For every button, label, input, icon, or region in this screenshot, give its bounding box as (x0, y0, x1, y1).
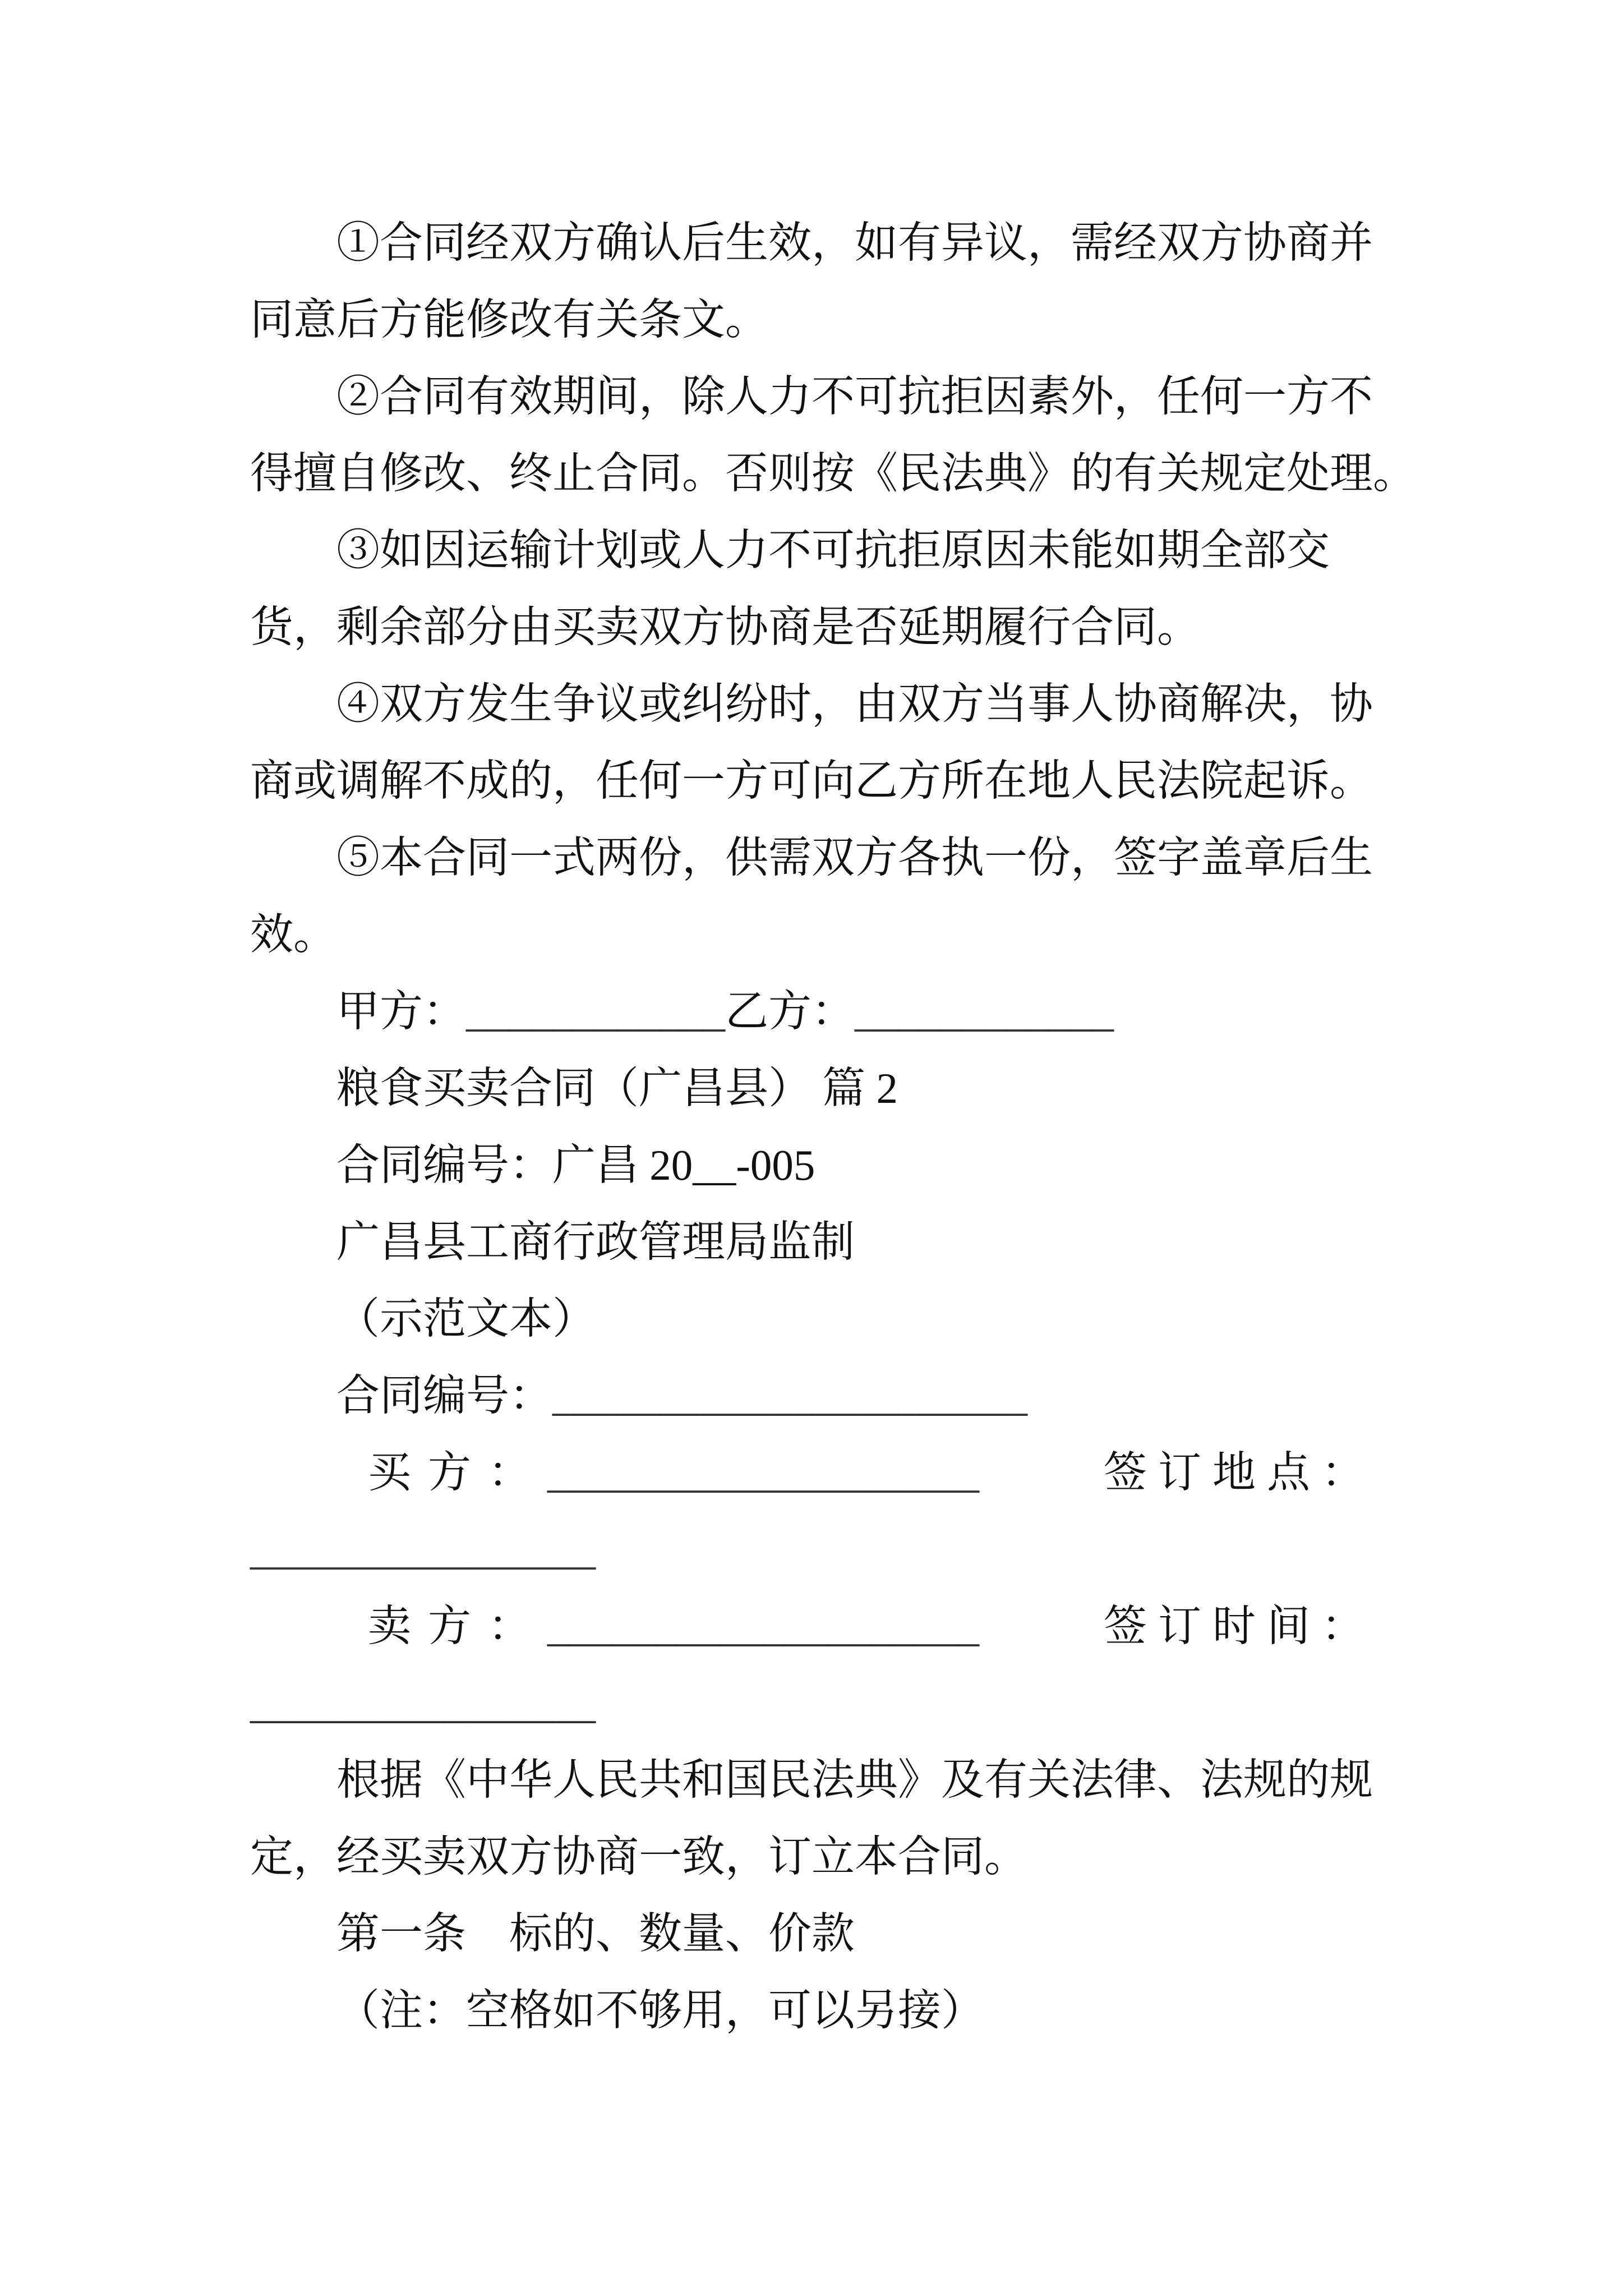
sign-time-label: 签订时间： (1104, 1602, 1376, 1650)
contract-title: 粮食买卖合同（广昌县） 篇 2 (336, 1064, 898, 1112)
contract-no-field (250, 1358, 1456, 1434)
sign-time-blank: ________________ (250, 1679, 596, 1727)
seller-label: 卖方： (368, 1602, 548, 1650)
seller-blank: ____________________ (547, 1602, 979, 1650)
template-note: （示范文本） (336, 1295, 596, 1343)
clause-3-line-1: ③如因运输计划或人力不可抗拒原因未能如期全部交 (336, 526, 1330, 574)
seller-row (250, 1588, 1456, 1665)
signature-line (250, 973, 1456, 1050)
clause-2-line-1: ②合同有效期间，除人力不可抗拒因素外，任何一方不 (336, 372, 1373, 421)
document-body (250, 205, 1456, 2049)
clause-5-line-2: 效。 (250, 910, 336, 959)
clause-4-line-2: 商或调解不成的，任何一方可向乙方所在地人民法院起诉。 (250, 757, 1373, 805)
clause-3-line-2: 货，剩余部分由买卖双方协商是否延期履行合同。 (250, 603, 1200, 651)
clause-2-line-2: 得擅自修改、终止合同。否则按《民法典》的有关规定处理。 (250, 449, 1416, 498)
clause-1-line-1: ①合同经双方确认后生效，如有异议，需经双方协商并 (336, 219, 1373, 267)
party-b-label: 乙方： (725, 987, 855, 1036)
supervisor-line: 广昌县工商行政管理局监制 (336, 1218, 855, 1266)
party-a-label: 甲方： (336, 987, 466, 1036)
buyer-label: 买方： (368, 1448, 548, 1497)
clause-1-line-2: 同意后方能修改有关条文。 (250, 296, 768, 344)
table-note: （注：空格如不够用，可以另接） (336, 1986, 984, 2035)
buyer-blank: ____________________ (547, 1448, 979, 1497)
clause-5-line-1: ⑤本合同一式两份，供需双方各执一份，签字盖章后生 (336, 834, 1373, 882)
clause-4-line-1: ④双方发生争议或纠纷时，由双方当事人协商解决，协 (336, 680, 1373, 728)
contract-no-label: 合同编号： (336, 1372, 552, 1420)
article-1-title: 第一条 标的、数量、价款 (336, 1910, 855, 1958)
party-b-blank: ____________ (855, 987, 1114, 1036)
sign-place-blank: ________________ (250, 1525, 596, 1573)
party-a-blank: ____________ (466, 987, 725, 1036)
preamble-line-2: 定，经买卖双方协商一致，订立本合同。 (250, 1833, 1027, 1881)
contract-number-line: 合同编号：广昌 20__-005 (336, 1141, 815, 1189)
preamble-line-1: 根据《中华人民共和国民法典》及有关法律、法规的规 (336, 1756, 1373, 1804)
buyer-row (250, 1434, 1456, 1511)
sign-place-label: 签订地点： (1104, 1448, 1376, 1497)
contract-no-blank: ______________________ (552, 1372, 1027, 1420)
